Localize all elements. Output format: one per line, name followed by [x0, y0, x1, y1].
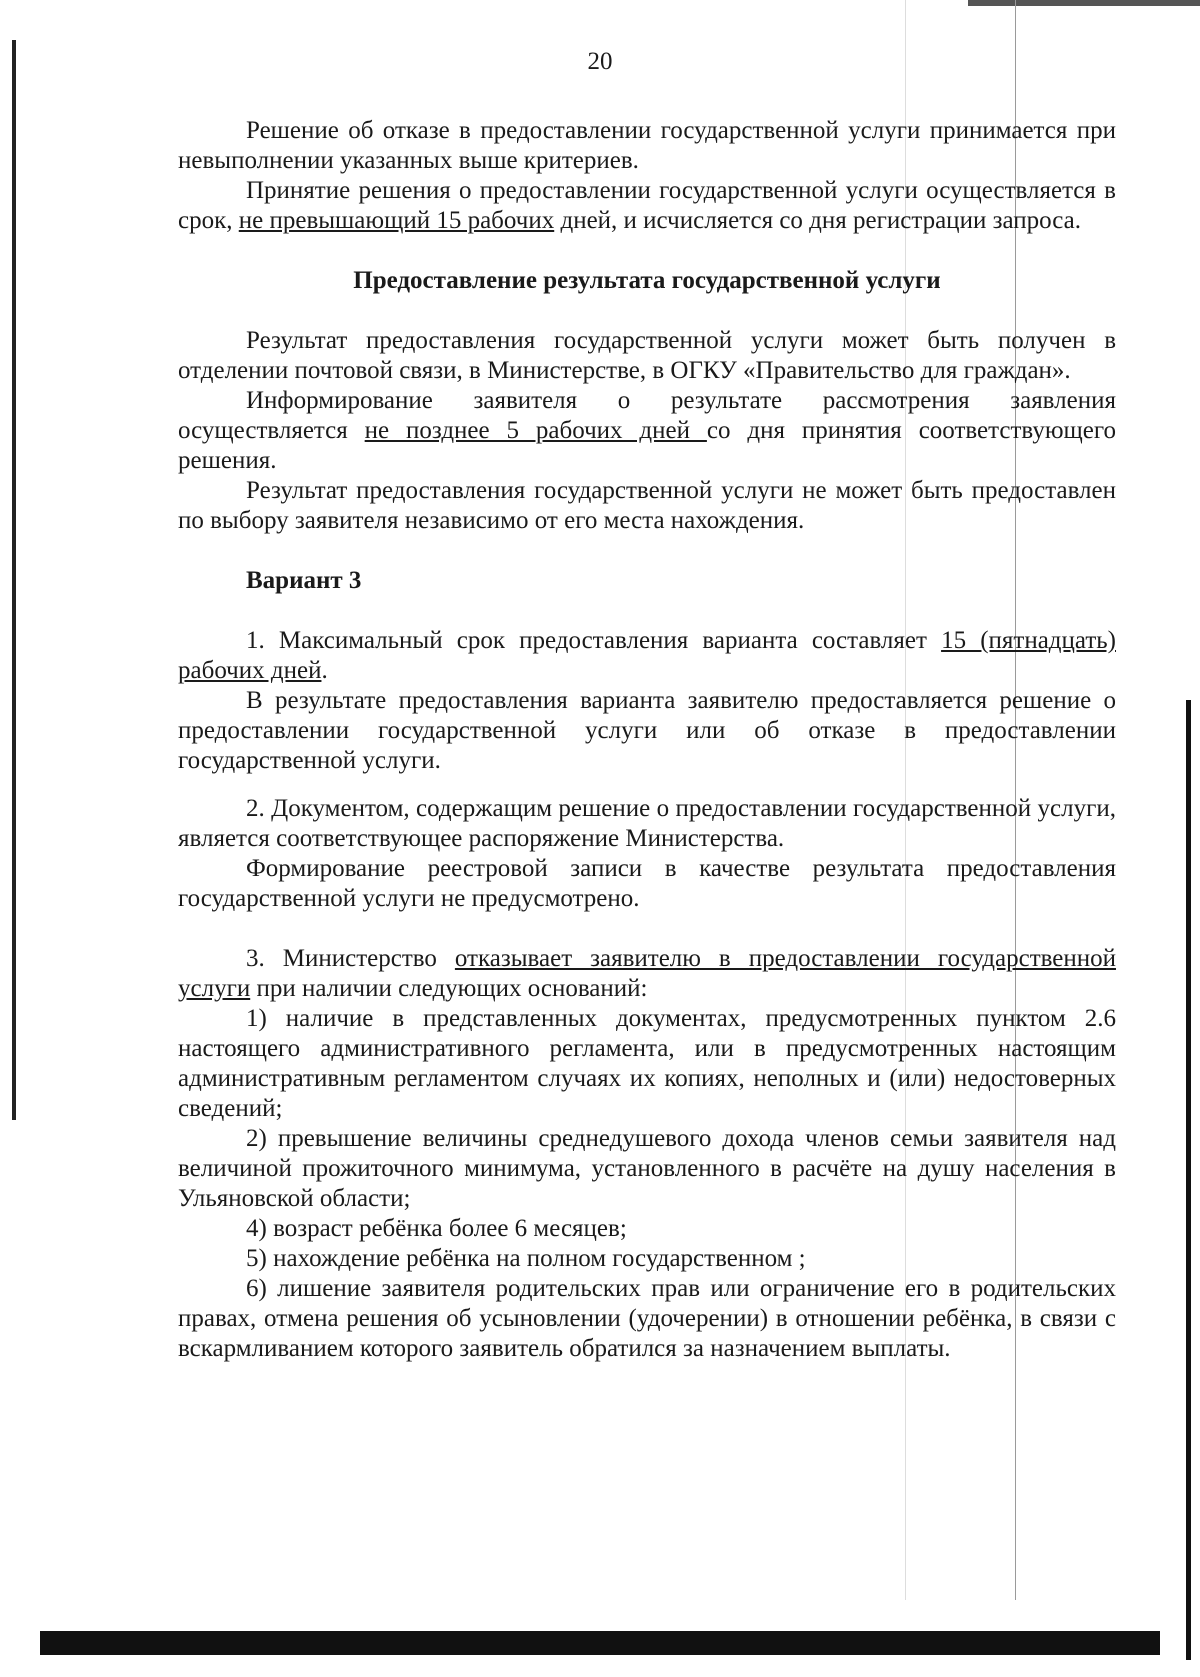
spacer [178, 914, 1116, 944]
paragraph-max-term: 1. Максимальный срок предоставления варианта составляет 15 (пятнадцать) рабочих дней. [178, 627, 1116, 684]
heading-variant: Вариант 3 [246, 567, 362, 594]
paragraph-result-place: Результат предоставления государственной услуги не может быть предоставлен по выбору заявителя независимо от его места нахождения. [178, 477, 1116, 534]
list-item: 2) превышение величины среднедушевого дохода членов семьи заявителя над величиной прожиточного минимума, установленного в расчёте на душу населения в Ульяновской области; [178, 1125, 1116, 1212]
scan-edge-right [1186, 700, 1191, 1660]
spacer [178, 536, 1116, 566]
paragraph-refusal-grounds: 3. Министерство отказывает заявителю в предоставлении государственной услуги при наличии следующих оснований: [178, 945, 1117, 1002]
spacer [178, 596, 1116, 626]
paragraph-result-receipt: Результат предоставления государственной услуги может быть получен в отделении почтовой связи, в Министерстве, в ОГКУ «Правительство для граждан». [178, 327, 1116, 384]
spacer [178, 236, 1116, 266]
paragraph-refusal-decision: Решение об отказе в предоставлении государственной услуги принимается при невыполнении указанных выше критериев. [178, 117, 1116, 174]
paragraph-variant-result: В результате предоставления варианта заявителю предоставляется решение о предоставлении государственной услуги или об отказе в предоставлении государственной услуги. [178, 687, 1116, 774]
list-item: 4) возраст ребёнка более 6 месяцев; [246, 1215, 627, 1242]
heading-result: Предоставление результата государственной услуги [353, 267, 941, 294]
paragraph-registry-record: Формирование реестровой записи в качестве результата предоставления государственной услуги не предусмотрено. [178, 855, 1116, 912]
page-number: 20 [587, 48, 613, 75]
list-item: 5) нахождение ребёнка на полном государственном ; [246, 1245, 806, 1272]
paragraph-decision-document: 2. Документом, содержащим решение о предоставлении государственной услуги, является соответствующее распоряжение Министерства. [178, 795, 1116, 852]
paragraph-decision-term: Принятие решения о предоставлении государственной услуги осуществляется в срок, не превышающий 15 рабочих дней, и исчисляется со дня регистрации запроса. [178, 177, 1116, 234]
spacer [178, 776, 1116, 794]
list-item: 1) наличие в представленных документах, предусмотренных пунктом 2.6 настоящего административного регламента, или в предусмотренных настоящим административным регламентом случаях их копиях, неполных и (или) недостоверных сведений; [178, 1005, 1116, 1122]
paragraph-informing: Информирование заявителя о результате рассмотрения заявления осуществляется не позднее 5 рабочих дней со дня принятия соответствующего решения. [178, 387, 1117, 474]
scan-edge-top [968, 0, 1200, 6]
scan-edge-left [12, 40, 16, 1120]
spacer [178, 296, 1116, 326]
list-item: 6) лишение заявителя родительских прав или ограничение его в родительских правах, отмена решения об усыновлении (удочерении) в отношении ребёнка, в связи с вскармливанием которого заявитель обратился за назначением выплаты. [178, 1275, 1116, 1362]
document-body [178, 116, 1116, 1364]
scan-edge-bottom [40, 1631, 1160, 1655]
